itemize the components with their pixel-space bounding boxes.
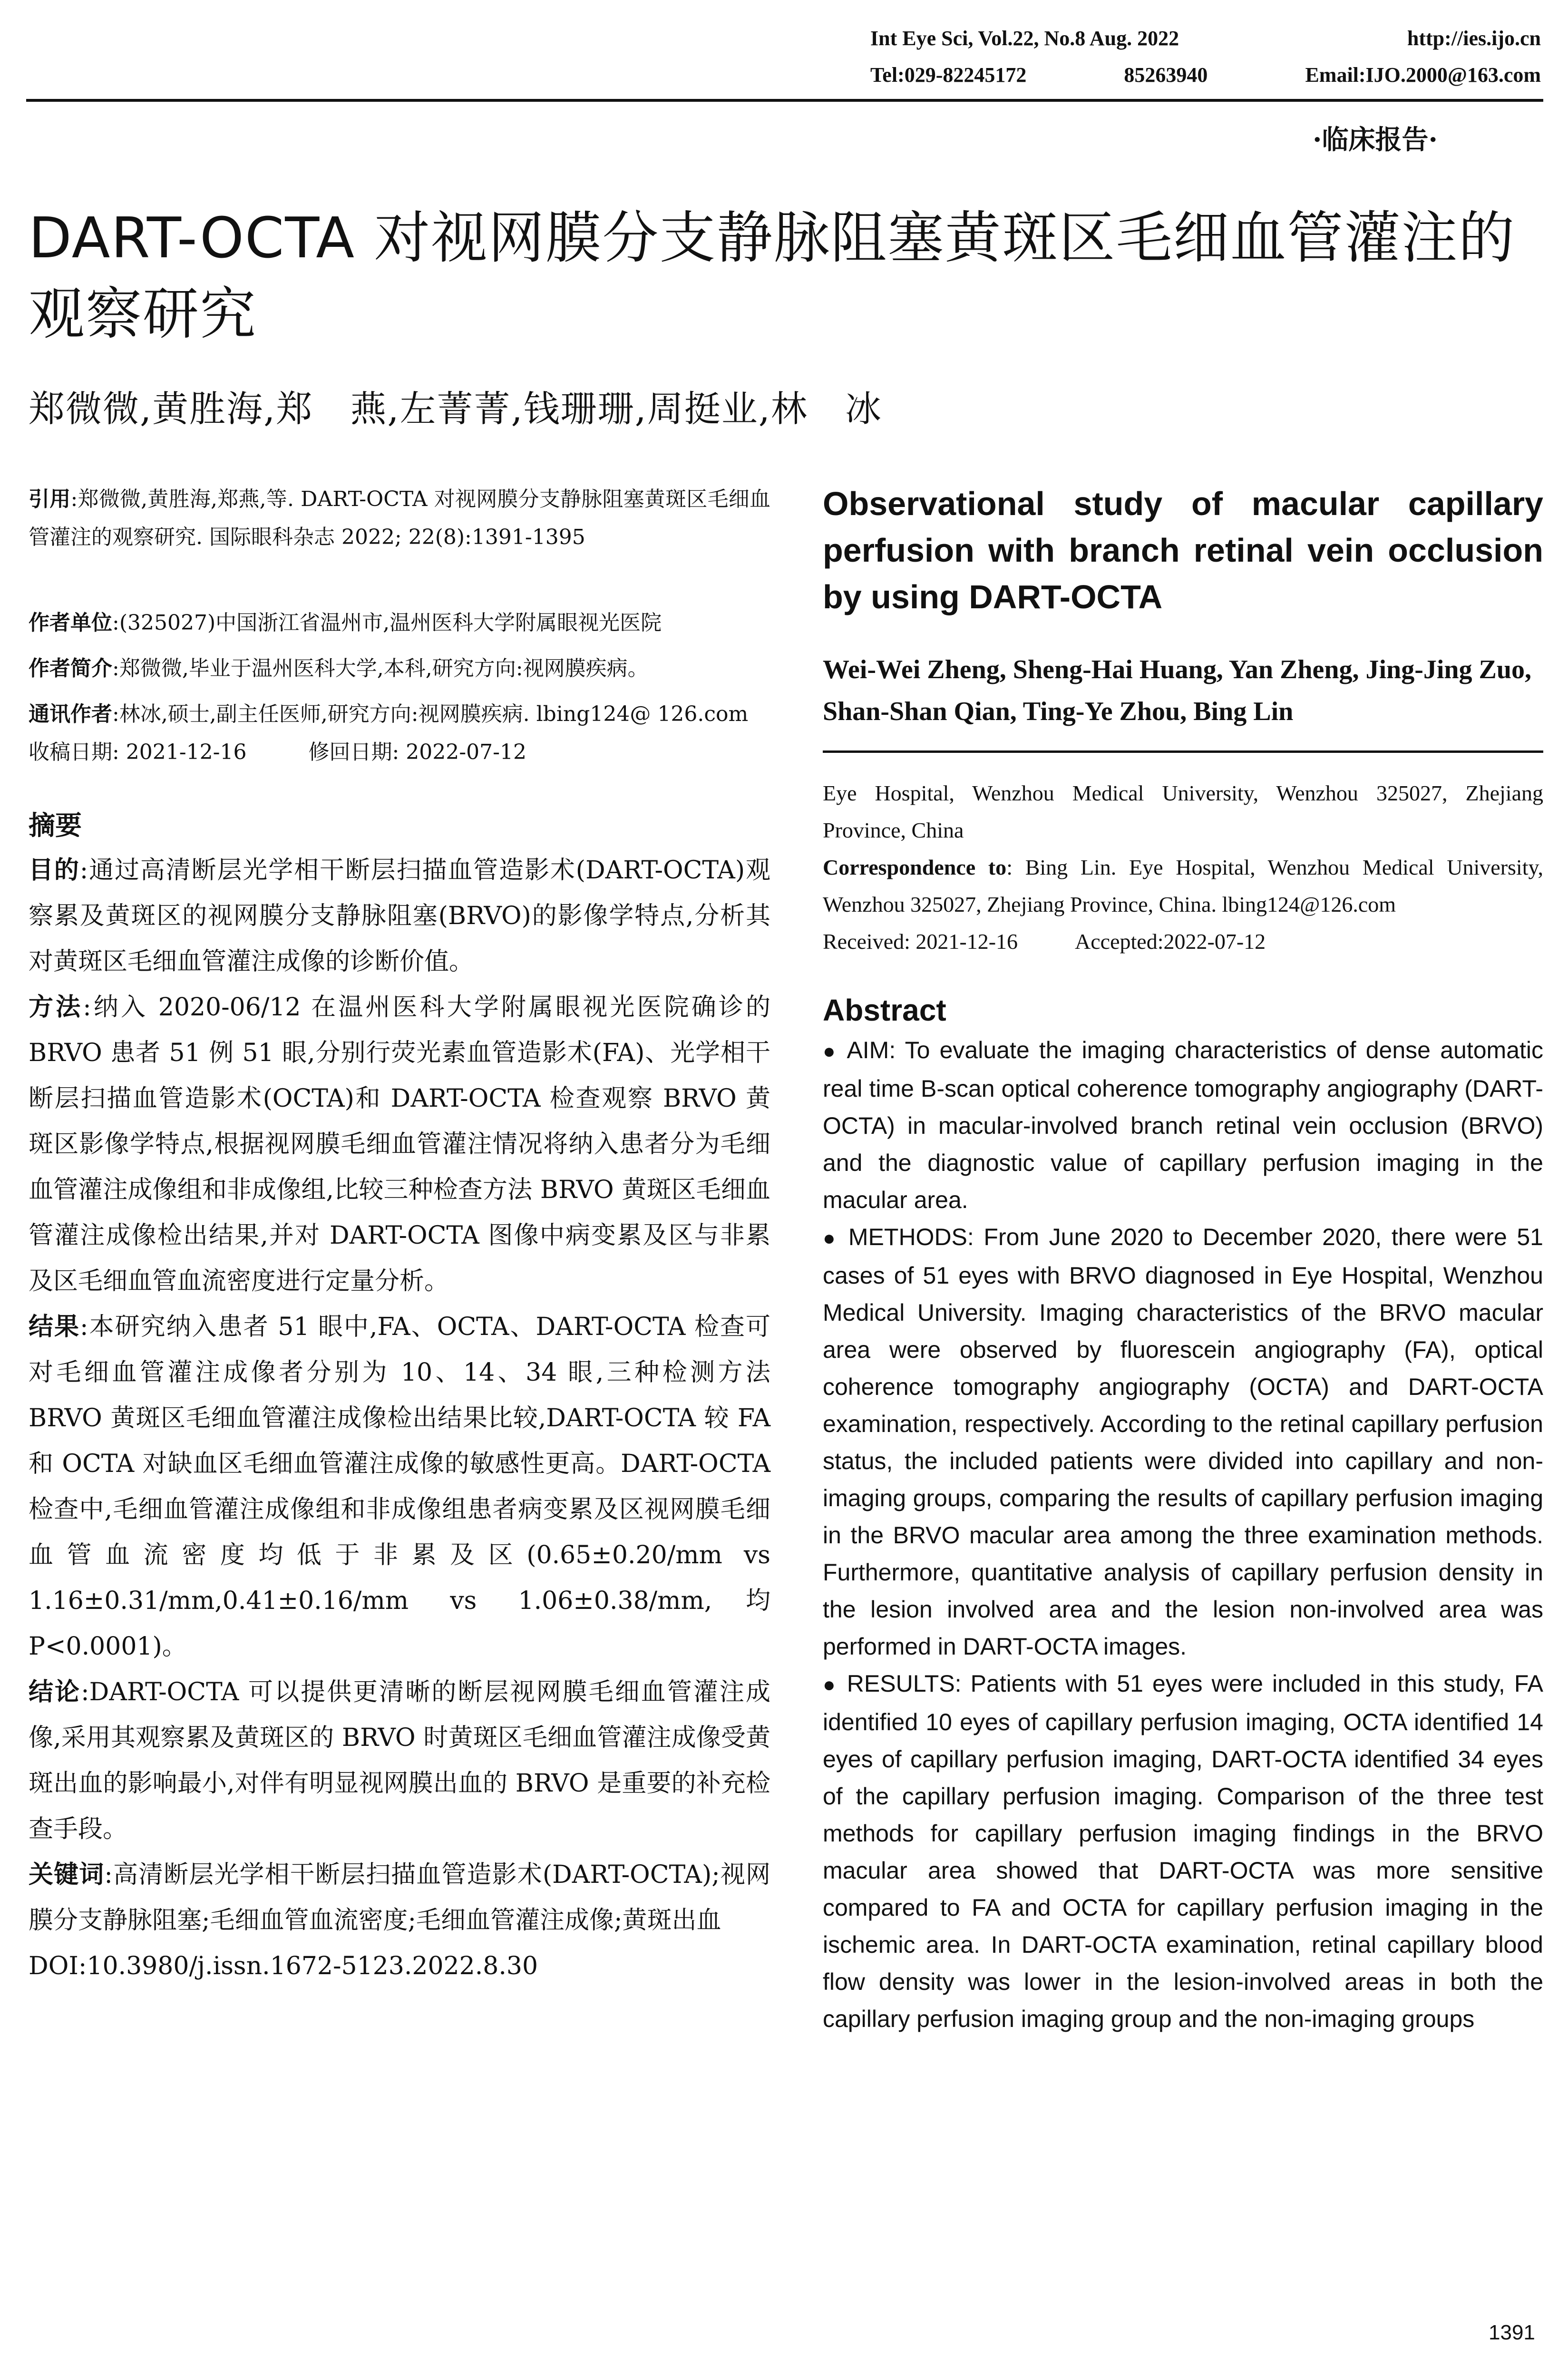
results-zh: [29, 1304, 770, 1669]
dates-en: [823, 923, 1543, 960]
corresponding-text: :林冰,硕士,副主任医师,研究方向:视网膜疾病. lbing124@ 126.com: [112, 702, 749, 726]
journal-email[interactable]: Email:IJO.2000@163.com: [1305, 63, 1541, 87]
results-text-en: RESULTS: Patients with 51 eyes were included in this study, FA identified 10 eyes of capillary perfusion imaging, OCTA identified 14 eyes of capillary perfusion imaging, DART-OCTA identified 34 eyes of the capillary perfusion imaging. Comparison of the three test methods for capillary perfusion imaging findings in the BRVO macular area showed that DART-OCTA was more sensitive compared to FA and OCTA for capillary perfusion imaging in the ischemic area. In DART-OCTA examination, retinal capillary blood flow density was lower in the lesion-involved areas in both the capillary perfusion imaging group and the non-imaging groups: [823, 1670, 1543, 2032]
correspondence-label-en: Correspondence to: [823, 855, 1007, 879]
aim-text-zh: :通过高清断层光学相干断层扫描血管造影术(DART-OCTA)观察累及黄斑区的视网膜分支静脉阻塞(BRVO)的影像学特点,分析其对黄斑区毛细血管灌注成像的诊断价值。: [29, 856, 770, 976]
keywords-zh: [29, 1852, 770, 1943]
methods-label-zh: 方法: [29, 993, 83, 1022]
header-rule: [26, 99, 1543, 102]
bullet-icon: ●: [823, 1040, 838, 1063]
conclusion-label-zh: 结论: [29, 1678, 81, 1706]
section-tag: ·临床报告·: [1313, 124, 1438, 156]
methods-en: [823, 1218, 1543, 1665]
journal-citation: Int Eye Sci, Vol.22, No.8 Aug. 2022: [870, 27, 1179, 50]
author-bio-label: 作者简介: [29, 656, 112, 681]
dates-zh: [29, 733, 770, 771]
aim-zh: [29, 848, 770, 984]
citation-block: [29, 480, 770, 556]
affiliation-block: [29, 604, 770, 642]
methods-text-en: METHODS: From June 2020 to December 2020, there were 51 cases of 51 eyes with BRVO diagnosed in Eye Hospital, Wenzhou Medical University. Imaging characteristics of the BRVO macular area were observed by fluorescein angiography (FA), optical coherence tomography angiography (OCTA) and DART-OCTA examination, respectively. According to the retinal capillary perfusion status, the included patients were divided into capillary and non-imaging groups, comparing the results of capillary perfusion imaging in the BRVO macular area among the three examination methods. Furthermore, quantitative analysis of capillary perfusion density in the lesion involved area and the lesion non-involved area was performed in DART-OCTA images.: [823, 1224, 1543, 1660]
bullet-icon: ●: [823, 1227, 839, 1250]
journal-tel-2: 85263940: [1124, 63, 1208, 87]
journal-tel: Tel:029-82245172: [870, 63, 1027, 87]
results-en: [823, 1665, 1543, 2037]
keywords-text-zh: :高清断层光学相干断层扫描血管造影术(DART-OCTA);视网膜分支静脉阻塞;毛细血管血流密度;毛细血管灌注成像;黄斑出血: [29, 1861, 770, 1935]
methods-text-zh: :纳入 2020-06/12 在温州医科大学附属眼视光医院确诊的 BRVO 患者 51 例 51 眼,分别行荧光素血管造影术(FA)、光学相干断层扫描血管造影术(OCTA)和 DART-OCTA 检查观察 BRVO 黄斑区影像学特点,根据视网膜毛细血管灌注情况将纳入患者分为毛细血管灌注成像组和非成像组,比较三种检查方法 BRVO 黄斑区毛细血管灌注成像检出结果,并对 DART-OCTA 图像中病变累及区与非累及区毛细血管血流密度进行定量分析。: [29, 993, 770, 1296]
results-label-zh: 结果: [29, 1313, 80, 1341]
corresponding-block: [29, 695, 770, 733]
authors-en: Wei-Wei Zheng, Sheng-Hai Huang, Yan Zheng, Jing-Jing Zuo, Shan-Shan Qian, Ting-Ye Zhou, Bing Lin: [823, 655, 1532, 726]
conclusion-zh: [29, 1669, 770, 1852]
left-column: [29, 480, 770, 1989]
correspondence-text-en: : Bing Lin. Eye Hospital, Wenzhou Medical University, Wenzhou 325027, Zhejiang Province, China. lbing124@126.com: [823, 855, 1543, 916]
accepted-en: Accepted:2022-07-12: [1075, 929, 1266, 954]
aim-label-zh: 目的: [29, 856, 80, 885]
right-column: [823, 480, 1543, 2037]
citation-text: :郑微微,黄胜海,郑燕,等. DART-OCTA 对视网膜分支静脉阻塞黄斑区毛细血管灌注的观察研究. 国际眼科杂志 2022; 22(8):1391-1395: [29, 487, 770, 549]
correspondence-en: [823, 849, 1543, 923]
abstract-heading-zh: 摘要: [29, 810, 82, 841]
aim-en: [823, 1032, 1543, 1218]
authors-zh: 郑微微,黄胜海,郑 燕,左菁菁,钱珊珊,周挺业,林 冰: [29, 388, 882, 430]
affiliation-label: 作者单位: [29, 611, 112, 635]
abstract-heading-en: Abstract: [823, 993, 946, 1027]
affiliation-en: Eye Hospital, Wenzhou Medical University, Wenzhou 325027, Zhejiang Province, China: [823, 781, 1543, 842]
received-zh: 收稿日期: 2021-12-16: [29, 740, 247, 764]
author-bio-block: [29, 650, 770, 688]
authors-rule: [823, 750, 1543, 753]
doi[interactable]: DOI:10.3980/j.issn.1672-5123.2022.8.30: [29, 1952, 538, 1980]
keywords-label-zh: 关键词: [29, 1861, 105, 1889]
journal-header-line-1: [870, 26, 1541, 50]
author-bio-text: :郑微微,毕业于温州医科大学,本科,研究方向:视网膜疾病。: [112, 656, 649, 681]
citation-label: 引用: [29, 487, 71, 511]
paper-title-en: Observational study of macular capillary perfusion with branch retinal vein occlusion by using DART-OCTA: [823, 485, 1543, 615]
affiliation-text: :(325027)中国浙江省温州市,温州医科大学附属眼视光医院: [112, 611, 662, 635]
conclusion-text-zh: :DART-OCTA 可以提供更清晰的断层视网膜毛细血管灌注成像,采用其观察累及黄斑区的 BRVO 时黄斑区毛细血管灌注成像受黄斑出血的影响最小,对伴有明显视网膜出血的 BRVO 是重要的补充检查手段。: [29, 1678, 770, 1843]
aim-text-en: AIM: To evaluate the imaging characteristics of dense automatic real time B-scan optical coherence tomography angiography (DART-OCTA) in macular-involved branch retinal vein occlusion (BRVO) and the diagnostic value of capillary perfusion imaging in the macular area.: [823, 1037, 1543, 1213]
journal-url[interactable]: http://ies.ijo.cn: [1407, 27, 1541, 50]
received-en: Received: 2021-12-16: [823, 929, 1018, 954]
paper-title-zh: DART-OCTA 对视网膜分支静脉阻塞黄斑区毛细血管灌注的观察研究: [29, 205, 1516, 347]
journal-header-line-2: [870, 63, 1541, 87]
bullet-icon: ●: [823, 1673, 838, 1696]
corresponding-label: 通讯作者: [29, 702, 112, 726]
results-text-zh: :本研究纳入患者 51 眼中,FA、OCTA、DART-OCTA 检查可对毛细血管灌注成像者分别为 10、14、34 眼,三种检测方法 BRVO 黄斑区毛细血管灌注成像检出结果比较,DART-OCTA 较 FA 和 OCTA 对缺血区毛细血管灌注成像的敏感性更高。DART-OCTA 检查中,毛细血管灌注成像组和非成像组患者病变累及区视网膜毛细血管血流密度均低于非累及区(0.65±0.20/mm vs 1.16±0.31/mm,0.41±0.16/mm vs 1.06±0.38/mm,均 P<0.0001)。: [29, 1313, 770, 1661]
revised-zh: 修回日期: 2022-07-12: [308, 740, 526, 764]
methods-zh: [29, 984, 770, 1304]
page-number: 1391: [1489, 2321, 1535, 2344]
